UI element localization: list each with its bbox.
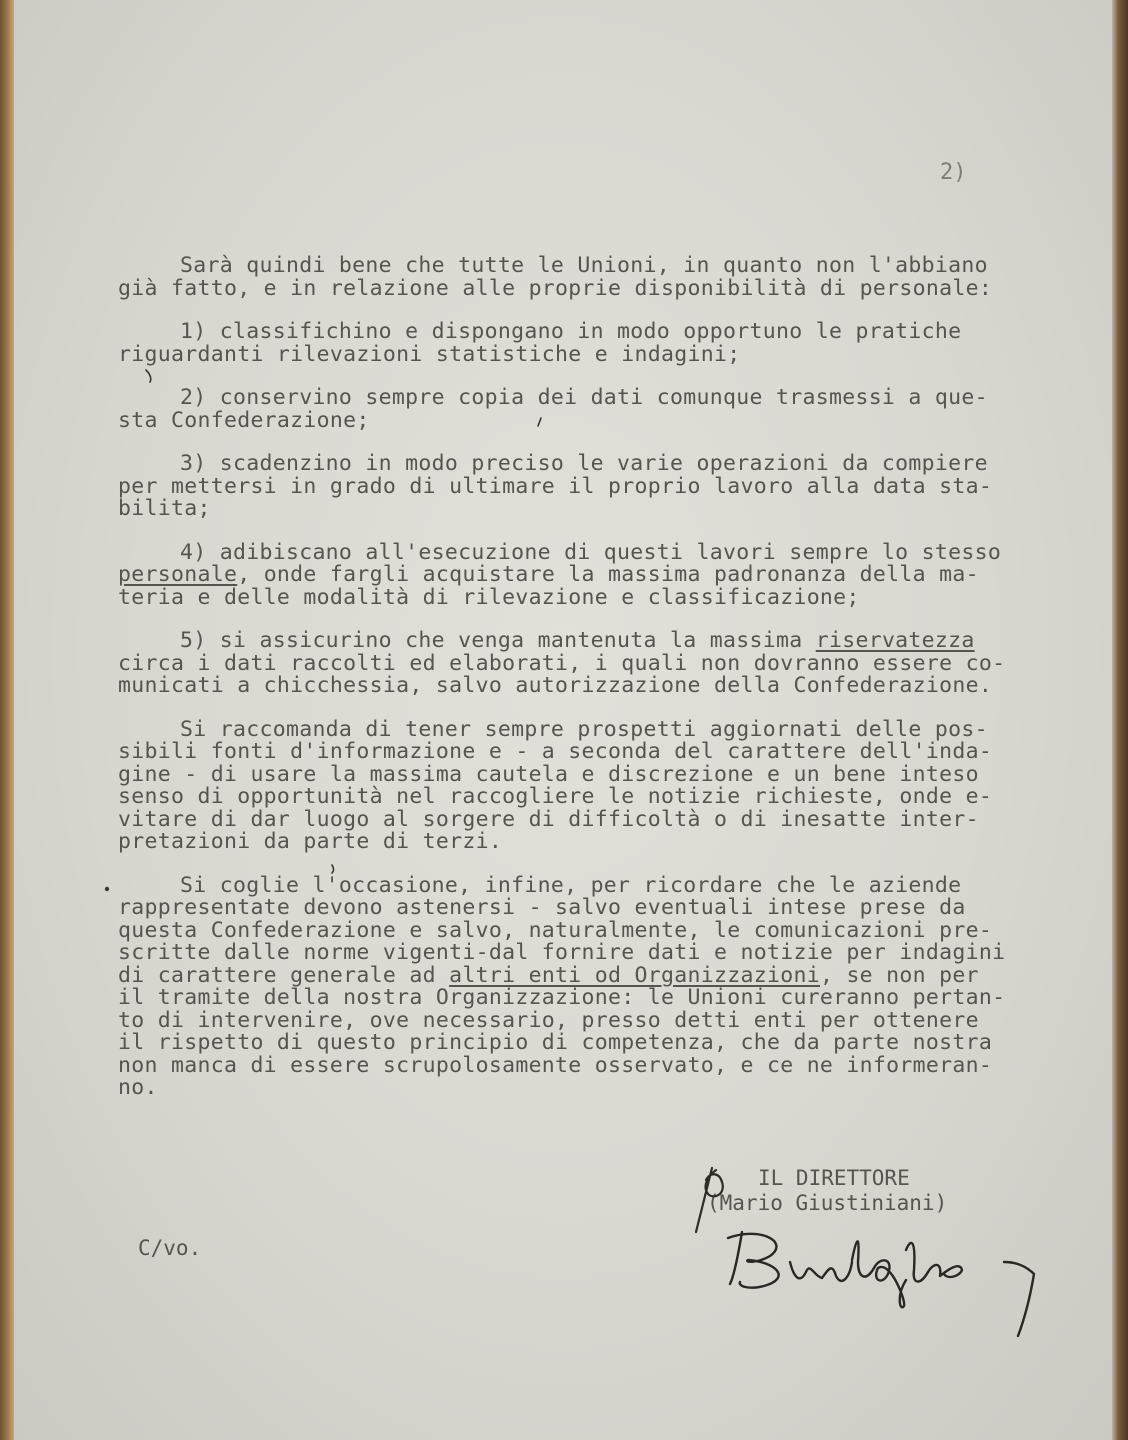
underlined-phrase-altri-enti: altri enti od Organizzazioni <box>449 962 820 988</box>
text-line: bilita; <box>118 496 211 521</box>
text-line: scritte dalle norme vigenti-dal fornire dati e notizie per indagini <box>118 940 1006 965</box>
text-line-start: 5) si assicurino che venga mantenuta la massima <box>180 628 816 653</box>
page-number: 2) <box>940 160 967 185</box>
signature-name: (Mario Giustiniani) <box>707 1191 948 1215</box>
text-line: vitare di dar luogo al sorgere di difficoltà o di inesatte inter- <box>118 806 979 832</box>
per-mark-icon <box>696 1168 723 1232</box>
text-line: già fatto, e in relazione alle proprie disponibilità di personale: <box>118 275 993 301</box>
text-line: 1) classifichino e dispongano in modo opportuno le pratiche <box>180 319 962 344</box>
text-line-rest: , onde fargli acquistare la massima padronanza della ma- <box>237 562 979 587</box>
text-line: senso di opportunità nel raccogliere le notizie richieste, onde e- <box>118 784 993 809</box>
text-line: il tramite della nostra Organizzazione: le Unioni cureranno pertan- <box>118 985 1006 1010</box>
text-line: rappresentate devono astenersi - salvo eventuali intese prese da <box>118 895 966 920</box>
text-line-start: di carattere generale ad <box>118 962 450 988</box>
text-line: teria e delle modalità di rilevazione e classificazione; <box>118 584 860 610</box>
text-line-rest: , se non per <box>819 962 979 988</box>
underlined-word-personale: personale <box>118 562 238 587</box>
text-line: sta Confederazione; <box>118 407 370 433</box>
continuation-note: C/vo. <box>138 1236 202 1260</box>
signature-title: IL DIRETTORE <box>758 1166 910 1190</box>
text-line: circa i dati raccolti ed elaborati, i quali non dovranno essere co- <box>118 650 1006 676</box>
text-line: sibili fonti d'informazione e - a seconda del carattere dell'inda- <box>118 739 993 764</box>
text-line: Si coglie l'occasione, infine, per ricordare che le aziende <box>180 872 962 898</box>
text-line: no. <box>118 1075 158 1100</box>
text-line: pretazioni da parte di terzi. <box>118 829 503 854</box>
text-line: gine - di usare la massima cautela e discrezione e un bene inteso <box>118 761 979 787</box>
text-line: Sarà quindi bene che tutte le Unioni, in quanto non l'abbiano <box>180 253 988 278</box>
text-line: 4) adibiscano all'esecuzione di questi lavori sempre lo stesso <box>180 539 1002 565</box>
text-line: municati a chicchessia, salvo autorizzazione della Confederazione. <box>118 673 993 698</box>
text-line: riguardanti rilevazioni statistiche e indagini; <box>118 341 741 367</box>
text-line: 3) scadenzino in modo preciso le varie operazioni da compiere <box>180 451 988 476</box>
text-line: questa Confederazione e salvo, naturalmente, le comunicazioni pre- <box>118 917 993 943</box>
pen-marks <box>106 370 541 890</box>
underlined-word-riservatezza: riservatezza <box>815 628 975 653</box>
text-line: per mettersi in grado di ultimare il proprio lavoro alla data sta- <box>118 473 993 499</box>
text-line: 2) conservino sempre copia dei dati comunque trasmessi a que- <box>180 385 988 410</box>
handwritten-signature-icon <box>728 1232 1034 1336</box>
text-line: to di intervenire, ove necessario, presso detti enti per ottenere <box>118 1007 979 1033</box>
text-line: non manca di essere scrupolosamente osservato, e ce ne informeran- <box>118 1052 993 1078</box>
text-line: il rispetto di questo principio di competenza, che da parte nostra <box>118 1030 993 1055</box>
text-line: Si raccomanda di tener sempre prospetti aggiornati delle pos- <box>180 716 988 742</box>
